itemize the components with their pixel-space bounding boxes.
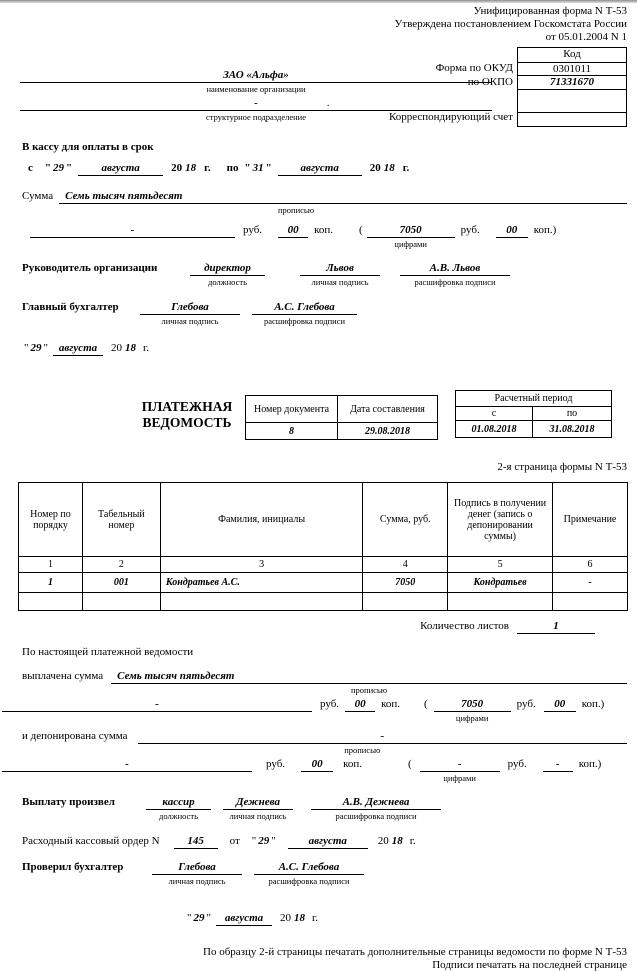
cashier-sign-field xyxy=(223,795,293,821)
footer-note-line1: По образцу 2-й страницы печатать дополнительные страницы ведомости по форме N Т-53 xyxy=(203,946,627,958)
form-approval-header xyxy=(22,5,627,44)
row-sum: 7050 xyxy=(363,573,448,593)
close-quote: " xyxy=(271,835,276,847)
personal-sign-caption: личная подпись xyxy=(168,876,226,886)
to-year: 18 xyxy=(383,162,395,174)
open-quote: " xyxy=(24,342,29,354)
position-caption: должность xyxy=(159,811,198,821)
head-position-field xyxy=(190,261,265,287)
head-label: Руководитель организации xyxy=(22,262,158,274)
bottom-date-day: 29 xyxy=(193,912,205,924)
expense-order-year: 18 xyxy=(391,835,403,847)
close-quote: " xyxy=(265,162,272,174)
year-prefix: 20 xyxy=(377,835,389,847)
kop-close-label: коп.) xyxy=(578,758,602,770)
year-prefix: 20 xyxy=(171,162,183,174)
col-num: 1 xyxy=(19,557,83,573)
cashier-sign: Дежнева xyxy=(223,795,293,810)
open-quote: " xyxy=(44,162,51,174)
cashier-position-field xyxy=(146,795,211,821)
open-quote: " xyxy=(244,162,251,174)
year-prefix: 20 xyxy=(369,162,381,174)
period-to-value: 31.08.2018 xyxy=(533,421,612,438)
doc-date-header: Дата составления xyxy=(338,396,438,423)
sum-words-row xyxy=(22,189,627,215)
checked-row xyxy=(22,860,627,886)
paid-dash: - xyxy=(2,697,312,712)
sum-dash: - xyxy=(30,223,235,238)
chief-sign-field xyxy=(140,300,240,326)
expense-order-day: 29 xyxy=(258,835,270,847)
row-signature: Кондратьев xyxy=(448,573,553,593)
deposited-label: и депонирована сумма xyxy=(22,730,128,742)
head-sign-field xyxy=(300,261,380,287)
pay-period-table xyxy=(455,390,612,438)
kop-value2: 00 xyxy=(496,223,528,238)
footer-note-line2: Подписи печатать на последней странице xyxy=(432,959,627,971)
footer-notes xyxy=(22,946,627,972)
sum-words: Семь тысяч пятьдесят xyxy=(59,189,627,204)
head-name-field xyxy=(400,261,510,287)
empty-cell xyxy=(82,593,160,611)
code-box xyxy=(517,47,627,127)
paid-kop2-field xyxy=(544,697,576,712)
empty-cell xyxy=(19,593,83,611)
personal-sign-caption: личная подпись xyxy=(311,277,369,287)
col-num: 5 xyxy=(448,557,553,573)
rub-label: руб. xyxy=(507,758,527,770)
kop-label: коп. xyxy=(381,698,400,710)
chief-name-field xyxy=(252,300,357,326)
year-suffix: г. xyxy=(312,912,319,924)
personal-sign-caption: личная подпись xyxy=(229,811,287,821)
page2-note: 2-я страница формы N Т-53 xyxy=(497,461,627,473)
col-header-personnel-number: Табельный номер xyxy=(82,483,160,557)
col-header-signature: Подпись в получении денег (запись о депонировании суммы) xyxy=(448,483,553,557)
to-month-field xyxy=(278,161,362,176)
paid-words-field xyxy=(111,669,627,695)
bottom-date-year: 18 xyxy=(294,912,305,924)
kop-field xyxy=(278,223,308,238)
date1-year: 18 xyxy=(125,342,136,354)
approval-line: Утверждена постановлением Госкомстата России xyxy=(394,18,627,30)
checked-name-field xyxy=(254,860,364,886)
rub-label: руб. xyxy=(460,224,480,236)
empty-cell xyxy=(363,593,448,611)
row-personnel-number: 001 xyxy=(82,573,160,593)
okud-value: 0301011 xyxy=(518,62,626,75)
close-quote: " xyxy=(66,162,73,174)
table-row-empty xyxy=(19,593,628,611)
rub-label: руб. xyxy=(320,698,340,710)
year-suffix: г. xyxy=(409,835,416,847)
okud-label: Форма по ОКУД xyxy=(435,62,513,74)
to-day: 31 xyxy=(252,162,264,174)
chief-accountant-row xyxy=(22,300,627,326)
sign-decode-caption: расшифровка подписи xyxy=(335,811,417,821)
expense-order-number: 145 xyxy=(174,834,218,849)
paid-kop: 00 xyxy=(345,697,375,712)
document-title xyxy=(122,399,252,431)
document-title-line2: ВЕДОМОСТЬ xyxy=(142,415,232,430)
bottom-date-month: августа xyxy=(216,911,272,926)
org-name-caption: наименование организации xyxy=(206,84,306,94)
cashier-name: А.В. Дежнева xyxy=(311,795,441,810)
col-num: 4 xyxy=(363,557,448,573)
org-unit-line xyxy=(20,97,492,111)
approval-date-line: от 05.01.2004 N 1 xyxy=(545,31,627,43)
in-words-caption: прописью xyxy=(278,205,315,215)
kop-close-label: коп.) xyxy=(581,698,605,710)
col-num: 6 xyxy=(553,557,628,573)
in-words-caption: прописью xyxy=(344,745,381,755)
empty-code-cell xyxy=(518,89,626,112)
cashier-name-field xyxy=(311,795,441,821)
sign-decode-caption: расшифровка подписи xyxy=(263,316,346,326)
org-and-codes-section xyxy=(22,47,627,135)
sum-label: Сумма xyxy=(22,190,54,202)
position-caption: должность xyxy=(208,277,247,287)
code-box-title: Код xyxy=(563,48,581,60)
paid-digits-row xyxy=(22,697,627,723)
sum-digits-field xyxy=(367,223,455,249)
from-year: 18 xyxy=(185,162,197,174)
form-name-line: Унифицированная форма N Т-53 xyxy=(473,5,627,17)
head-signature-row xyxy=(22,261,627,287)
date1-day: 29 xyxy=(30,342,42,354)
to-label: по xyxy=(226,162,239,174)
row-name: Кондратьев А.С. xyxy=(160,573,363,593)
deposited-kop2-field xyxy=(543,757,573,772)
table-row xyxy=(19,573,628,593)
kop-value: 00 xyxy=(278,223,308,238)
deposited-words-field xyxy=(138,729,627,755)
corr-account-label: Корреспондирующий счет xyxy=(388,111,513,123)
paid-words-row xyxy=(22,669,627,695)
paid-digits: 7050 xyxy=(434,697,511,712)
checked-sign-field xyxy=(152,860,242,886)
date1-month: августа xyxy=(53,341,103,356)
paid-words: Семь тысяч пятьдесят xyxy=(111,669,627,684)
year-prefix: 20 xyxy=(280,912,291,924)
col-header-sum: Сумма, руб. xyxy=(363,483,448,557)
deposited-digits-field xyxy=(420,757,500,783)
expense-order-label: Расходный кассовый ордер N xyxy=(22,835,160,847)
checked-name: А.С. Глебова xyxy=(254,860,364,875)
head-name: А.В. Львов xyxy=(400,261,510,276)
org-unit-value: - xyxy=(254,97,258,109)
doc-number-table xyxy=(245,395,438,440)
doc-date-value: 29.08.2018 xyxy=(338,423,438,440)
cashier-position: кассир xyxy=(146,795,211,810)
column-numbers-row xyxy=(19,557,628,573)
paid-kop-field xyxy=(345,697,375,712)
cash-section-title: В кассу для оплаты в срок xyxy=(22,141,154,153)
sheet-count-value: 1 xyxy=(517,619,595,634)
year-prefix: 20 xyxy=(111,342,122,354)
sum-digits: 7050 xyxy=(367,223,455,238)
paid-intro: По настоящей платежной ведомости xyxy=(22,646,194,658)
deposited-kop: 00 xyxy=(301,757,333,772)
pay-period-row xyxy=(22,161,627,176)
signature-date-row xyxy=(22,341,627,356)
row-note: - xyxy=(553,573,628,593)
bottom-date-month-field xyxy=(216,911,272,926)
cashier-label: Выплату произвел xyxy=(22,796,115,808)
paid-digits-field xyxy=(434,697,511,723)
empty-cell xyxy=(448,593,553,611)
deposited-words-row xyxy=(22,729,627,755)
date1-month-field xyxy=(53,341,103,356)
sum-digits-row xyxy=(22,223,627,249)
org-name: ЗАО «Альфа» xyxy=(20,69,492,83)
sum-words-field xyxy=(59,189,627,215)
cashier-row xyxy=(22,795,627,821)
org-unit-dot: . xyxy=(326,97,330,109)
checked-label: Проверил бухгалтер xyxy=(22,861,124,873)
open-quote: " xyxy=(187,912,192,924)
org-name-field xyxy=(20,69,492,94)
close-quote: " xyxy=(206,912,211,924)
head-position: директор xyxy=(190,261,265,276)
doc-number-header: Номер документа xyxy=(246,396,338,423)
chief-name: А.С. Глебова xyxy=(252,300,357,315)
sheet-count-row xyxy=(22,619,595,634)
expense-order-number-field xyxy=(174,834,218,849)
sign-decode-caption: расшифровка подписи xyxy=(414,277,496,287)
in-digits-caption: цифрами xyxy=(455,713,489,723)
close-quote: " xyxy=(43,342,48,354)
chief-accountant-label: Главный бухгалтер xyxy=(22,301,119,313)
kop-close-label: коп.) xyxy=(533,224,557,236)
rub-label: руб. xyxy=(516,698,536,710)
payroll-header-row xyxy=(19,483,628,557)
deposited-words: - xyxy=(138,729,627,744)
kop-field2 xyxy=(496,223,528,238)
from-word: от xyxy=(229,835,240,847)
paid-label: выплачена сумма xyxy=(22,670,104,682)
payroll-form-page xyxy=(0,3,637,972)
expense-order-row xyxy=(22,834,627,849)
deposited-digits-row xyxy=(22,757,627,783)
year-suffix: г. xyxy=(402,162,410,174)
expense-order-month: августа xyxy=(288,834,368,849)
from-month-field xyxy=(78,161,163,176)
col-header-note: Примечание xyxy=(553,483,628,557)
deposited-dash: - xyxy=(2,757,252,772)
paid-dash-field xyxy=(2,697,312,712)
period-title: Расчетный период xyxy=(456,391,612,407)
deposited-kop-field xyxy=(301,757,333,772)
paren-open: ( xyxy=(408,758,412,770)
document-title-line1: ПЛАТЕЖНАЯ xyxy=(141,399,233,414)
paren-open: ( xyxy=(359,224,363,236)
empty-cell xyxy=(553,593,628,611)
period-from-header: с xyxy=(456,407,533,421)
head-sign: Львов xyxy=(300,261,380,276)
row-number: 1 xyxy=(19,573,83,593)
sheet-count-label: Количество листов xyxy=(420,620,509,632)
sheet-count-field xyxy=(517,619,595,634)
year-suffix: г. xyxy=(204,162,211,174)
okpo-label: по ОКПО xyxy=(467,76,513,88)
deposited-dash-field xyxy=(2,757,252,772)
chief-sign: Глебова xyxy=(140,300,240,315)
period-to-header: по xyxy=(533,407,612,421)
checked-sign: Глебова xyxy=(152,860,242,875)
col-header-number: Номер по порядку xyxy=(19,483,83,557)
col-num: 2 xyxy=(82,557,160,573)
kop-label: коп. xyxy=(314,224,333,236)
deposited-digits: - xyxy=(420,757,500,772)
open-quote: " xyxy=(251,835,257,847)
col-num: 3 xyxy=(160,557,363,573)
to-month: августа xyxy=(278,161,362,176)
personal-sign-caption: личная подпись xyxy=(161,316,219,326)
paren-open: ( xyxy=(424,698,428,710)
empty-cell xyxy=(160,593,363,611)
from-month: августа xyxy=(78,161,163,176)
from-label: с xyxy=(28,162,33,174)
in-digits-caption: цифрами xyxy=(394,239,427,249)
col-header-name: Фамилия, инициалы xyxy=(160,483,363,557)
kop-label: коп. xyxy=(343,758,362,770)
from-day: 29 xyxy=(53,162,64,174)
in-words-caption: прописью xyxy=(351,685,388,695)
okpo-value: 71331670 xyxy=(518,75,626,89)
sum-dash-field xyxy=(30,223,235,238)
doc-number-value: 8 xyxy=(246,423,338,440)
in-digits-caption: цифрами xyxy=(443,773,476,783)
deposited-kop2: - xyxy=(543,757,573,772)
doc-title-block xyxy=(22,390,627,446)
rub-label: руб. xyxy=(266,758,286,770)
rub-label: руб. xyxy=(243,224,263,236)
expense-order-month-field xyxy=(288,834,368,849)
bottom-date-row xyxy=(185,911,627,926)
period-from-value: 01.08.2018 xyxy=(456,421,533,438)
paid-kop2: 00 xyxy=(544,697,576,712)
payroll-table xyxy=(18,482,628,611)
sign-decode-caption: расшифровка подписи xyxy=(268,876,350,886)
year-suffix: г. xyxy=(143,342,150,354)
corr-account-cell xyxy=(518,112,626,126)
org-unit-caption: структурное подразделение xyxy=(206,112,306,122)
